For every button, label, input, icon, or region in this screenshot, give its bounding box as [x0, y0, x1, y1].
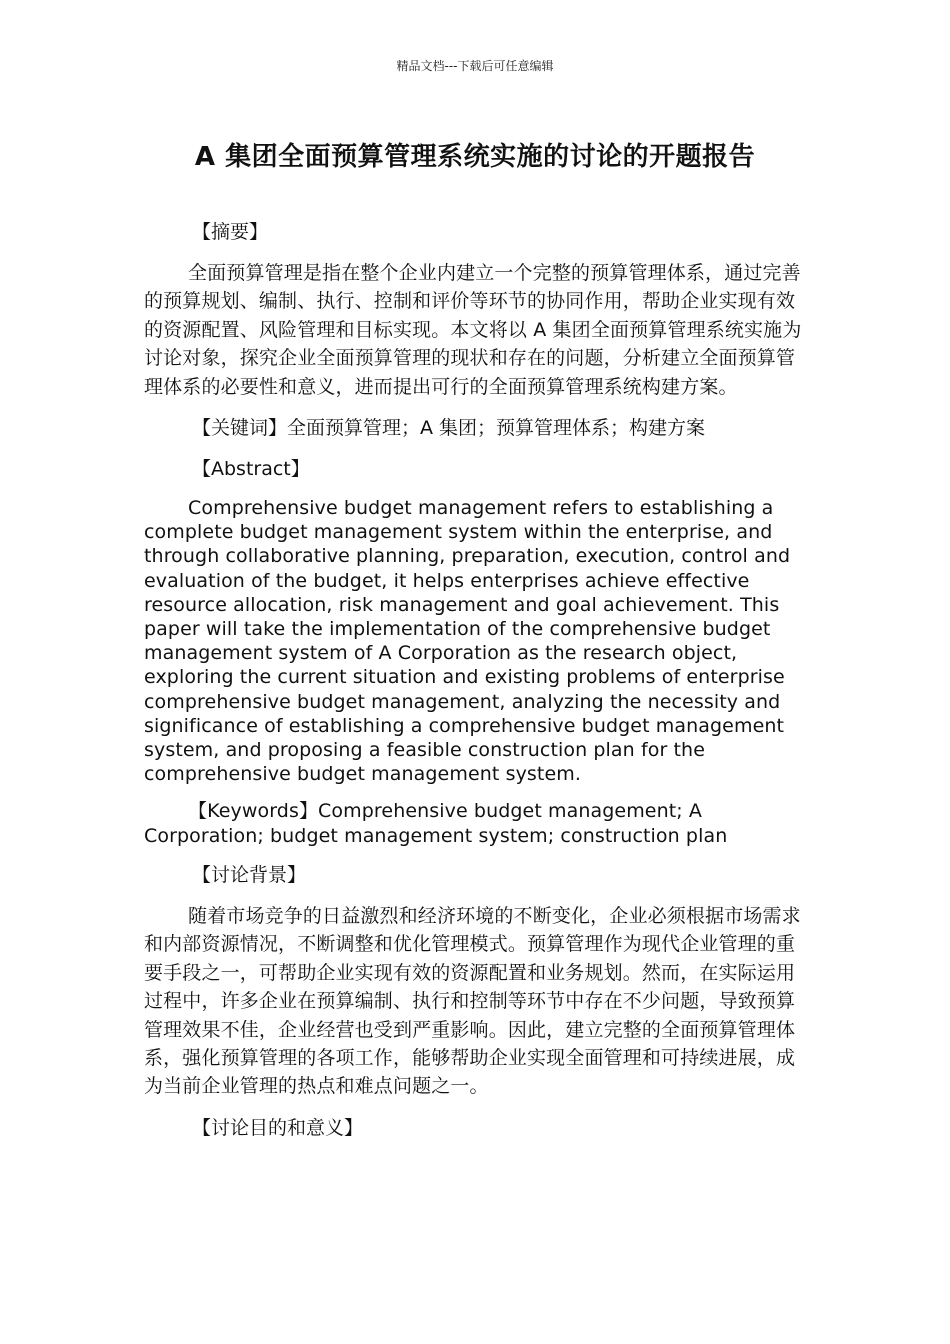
purpose-heading: 【讨论目的和意义】: [192, 1116, 364, 1139]
document-body: [144, 218, 809, 1155]
page-header-note: 精品文档---下载后可任意编辑: [396, 59, 554, 73]
background-paragraph: 随着市场竞争的日益激烈和经济环境的不断变化，企业必须根据市场需求和内部资源情况，不断调整和优化管理模式。预算管理作为现代企业管理的重要手段之一，可帮助企业实现有效的资源配置和业务规划。然而，在实际运用过程中，许多企业在预算编制、执行和控制等环节中存在不少问题，导致预算管理效果不佳，企业经营也受到严重影响。因此，建立完整的全面预算管理体系，强化预算管理的各项工作，能够帮助企业实现全面管理和可持续进展，成为当前企业管理的热点和难点问题之一。: [144, 904, 801, 1098]
keywords-cn: 【关键词】全面预算管理；A 集团；预算管理体系；构建方案: [192, 417, 706, 440]
abstract-cn-heading: 【摘要】: [192, 221, 269, 243]
background-heading: 【讨论背景】: [192, 863, 307, 886]
abstract-cn-paragraph: 全面预算管理是指在整个企业内建立一个完整的预算管理体系，通过完善的预算规划、编制、执行、控制和评价等环节的协同作用，帮助企业实现有效的资源配置、风险管理和目标实现。本文将以 A 集团全面预算管理系统实施为讨论对象，探究企业全面预算管理的现状和存在的问题，分析建立全面预算管理体系的必要性和意义，进而提出可行的全面预算管理系统构建方案。: [144, 262, 802, 398]
keywords-en: 【Keywords】Comprehensive budget management; A Corporation; budget management system; construction plan: [144, 800, 728, 847]
document-title: A 集团全面预算管理系统实施的讨论的开题报告: [194, 142, 756, 172]
abstract-en-heading: 【Abstract】: [192, 458, 310, 481]
abstract-en-paragraph: Comprehensive budget management refers to establishing a complete budget management system within the enterprise, and through collaborative planning, preparation, execution, control and evaluation of the budget, it helps enterprises achieve effective resource allocation, risk management and goal achievement. This paper will take the implementation of the comprehensive budget management system of A Corporation as the research object, exploring the current situation and existing problems of enterprise comprehensive budget management, analyzing the necessity and significance of establishing a comprehensive budget management system, and proposing a feasible construction plan for the comprehensive budget management system.: [144, 497, 791, 786]
